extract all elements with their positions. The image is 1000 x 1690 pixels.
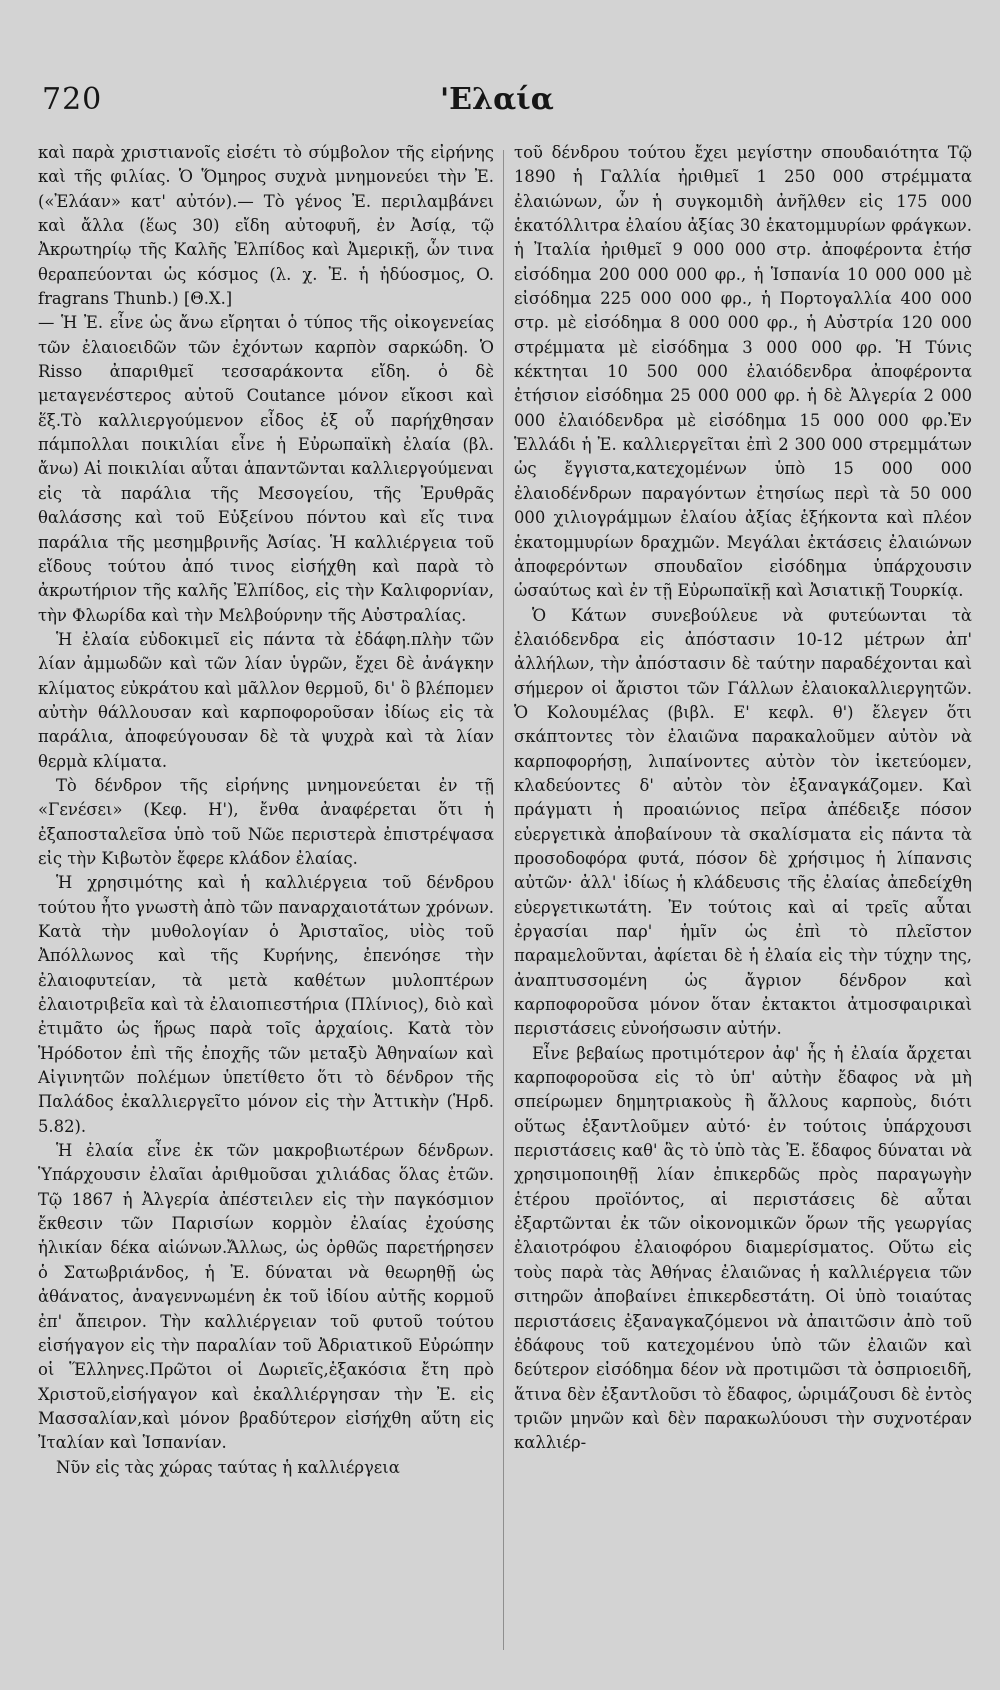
left-column [38, 141, 494, 1656]
column-divider [503, 150, 504, 1650]
paragraph: Νῦν εἰς τὰς χώρας ταύτας ἡ καλλιέργεια [56, 1457, 400, 1477]
running-head: 'Ελαία [440, 82, 554, 117]
paragraph: Ἡ χρησιμότης καὶ ἡ καλλιέργεια τοῦ δένδρου τούτου ἦτο γνωστὴ ἀπὸ τῶν παναρχαιοτάτων χρόνων. Κατὰ τὴν μυθολογίαν ὁ Ἀρισταῖος, υἱὸς τοῦ Ἀπόλλωνος καὶ τῆς Κυρήνης, ἐπενόησε τὴν ἐλαιοφυτείαν, τὰ μετὰ καθέτων μυλοπτέρων ἐλαιοτριβεῖα καὶ τὰ ἐλαιοπιεστήρια (Πλίνιος), διὸ καὶ ἐτιμᾶτο ὡς ἥρως παρὰ τοῖς ἀρχαίοις. Κατὰ τὸν Ἡρόδοτον ἐπὶ τῆς ἐποχῆς τῶν μεταξὺ Ἀθηναίων καὶ Αἰγινητῶν πολέμων ὑπετίθετο ὅτι τὸ δένδρον τῆς Παλάδος ἐκαλλιεργεῖτο μόνον εἰς τὴν Ἀττικὴν (Ἡρδ. 5.82). [38, 873, 494, 1136]
paragraph: Ἡ ἐλαία εὐδοκιμεῖ εἰς πάντα τὰ ἐδάφη.πλὴν τῶν λίαν ἀμμωδῶν καὶ τῶν λίαν ὑγρῶν, ἔχει δὲ ἀνάγκην κλίματος εὐκράτου καὶ μᾶλλον θερμοῦ, δι' ὃ βλέπομεν αὐτὴν θάλλουσαν καὶ καρποφοροῦσαν ἰδίως εἰς τὰ παράλια, ἀποφεύγουσαν δὲ τὰ ψυχρὰ καὶ τὰ λίαν θερμὰ κλίματα. [38, 629, 494, 771]
paragraph: τοῦ δένδρου τούτου ἔχει μεγίστην σπουδαιότητα Τῷ 1890 ἡ Γαλλία ἠριθμεῖ 1 250 000 στρέμματα ἐλαιώνων, ὧν ἡ συγκομιδὴ ἀνῆλθεν εἰς 175 000 ἑκατόλλιτρα ἐλαίου ἀξίας 30 ἑκατομμυρίων φράγκων. ἡ Ἰταλία ἠριθμεῖ 9 000 000 στρ. ἀποφέροντα ἐτήσ εἰσόδημα 200 000 000 φρ., ἡ Ἱσπανία 10 000 000 μὲ εἰσόδημα 225 000 000 φρ., ἡ Πορτογαλλία 400 000 στρ. μὲ εἰσόδημα 8 000 000 φρ., ἡ Αὐστρία 120 000 στρέμματα μὲ εἰσόδημα 3 000 000 φρ. Ἡ Τύνις κέκτηται 10 500 000 ἐλαιόδενδρα ἀποφέροντα ἐτήσιον εἰσόδημα 25 000 000 φρ. ἡ δὲ Ἀλγερία 2 000 000 ἐλαιόδενδρα μὲ εἰσόδημα 15 000 000 φρ.Ἐν Ἑλλάδι ἡ Ἐ. καλλιεργεῖται ἐπὶ 2 300 000 στρεμμάτων ὡς ἔγγιστα,κατεχομένων ὑπὸ 15 000 000 ἐλαιοδένδρων παραγόντων ἐτησίως περὶ τὰ 50 000 000 χιλιογράμμων ἐλαίου ἀξίας ἑξήκοντα καὶ πλέον ἑκατομμυρίων δραχμῶν. Μεγάλαι ἐκτάσεις ἐλαιώνων ἀποφερόντων σπουδαῖον εἰσόδημα ὑπάρχουσιν ὡσαύτως καὶ ἐν τῇ Εὐρωπαϊκῇ καὶ Ἀσιατικῇ Τουρκίᾳ. [514, 143, 972, 601]
page-number: 720 [42, 82, 103, 117]
paragraph: Εἶνε βεβαίως προτιμότερον ἀφ' ἧς ἡ ἐλαία ἄρχεται καρποφοροῦσα εἰς τὸ ὑπ' αὐτὴν ἔδαφος νὰ μὴ σπείρωμεν δημητριακοὺς ἢ ἄλλους καρποὺς, διότι οὕτως ἐξαντλοῦμεν αὐτό· ἐν τούτοις ὑπάρχουσι περιστάσεις καθ' ἃς τὸ ὑπὸ τὰς Ἐ. ἔδαφος δύναται νὰ χρησιμοποιηθῇ λίαν ἐπικερδῶς πρὸς παραγωγὴν ἑτέρου προϊόντος, αἱ περιστάσεις δὲ αὗται ἐξαρτῶνται ἐκ τῶν οἰκονομικῶν ὅρων τῆς γεωργίας ἐλαιοτρόφου ἐλαιοφόρου διαμερίσματος. Οὕτω εἰς τοὺς παρὰ τὰς Ἀθήνας ἐλαιῶνας ἡ καλλιέργεια τῶν σιτηρῶν ἀποβαίνει ἐπικερδεστάτη. Οἱ ὑπὸ τοιαύτας περιστάσεις ἐξαναγκαζόμενοι νὰ ἀπαιτῶσιν ἀπὸ τοῦ ἐδάφους τοῦ κατεχομένου ὑπὸ τῶν ἐλαιῶν καὶ δεύτερον εἰσόδημα δέον νὰ προτιμῶσι τὰ ὀσπριοειδῆ, ἅτινα δὲν ἐξαντλοῦσι τὸ ἔδαφος, ὡριμάζουσι δὲ ἐντὸς τριῶν μηνῶν καὶ δὲν παρακωλύουσι τὴν συχνοτέραν καλλιέρ- [514, 1043, 972, 1453]
paragraph: Ἡ ἐλαία εἶνε ἐκ τῶν μακροβιωτέρων δένδρων. Ὑπάρχουσιν ἐλαῖαι ἀριθμοῦσαι χιλιάδας ὅλας ἐτῶν. Τῷ 1867 ἡ Ἀλγερία ἀπέστειλεν εἰς τὴν παγκόσμιον ἔκθεσιν τῶν Παρισίων κορμὸν ἐλαίας ἐχούσης ἡλικίαν δέκα αἰώνων.Ἄλλως, ὡς ὀρθῶς παρετήρησεν ὁ Σατωβριάνδος, ἡ Ἐ. δύναται νὰ θεωρηθῇ ὡς ἀθάνατος, ἀναγεννωμένη ἐκ τοῦ ἰδίου αὐτῆς κορμοῦ ἐπ' ἄπειρον. Τὴν καλλιέργειαν τοῦ φυτοῦ τούτου εἰσήγαγον εἰς τὴν παραλίαν τοῦ Ἀδριατικοῦ Εὐρώπην οἱ Ἕλληνες.Πρῶτοι οἱ Δωριεῖς,ἑξακόσια ἔτη πρὸ Χριστοῦ,εἰσήγαγον καὶ ἐκαλλιέργησαν τὴν Ἐ. εἰς Μασσαλίαν,καὶ μόνον βραδύτερον εἰσήχθη αὕτη εἰς Ἰταλίαν καὶ Ἱσπανίαν. [38, 1141, 494, 1453]
right-column [514, 141, 972, 1656]
paragraph: Ὁ Κάτων συνεβούλευε νὰ φυτεύωνται τὰ ἐλαιόδενδρα εἰς ἀπόστασιν 10-12 μέτρων ἀπ' ἀλλήλων, τὴν ἀπόστασιν δὲ ταύτην παραδέχονται καὶ σήμερον οἱ ἄριστοι τῶν Γάλλων ἐλαιοκαλλιεργητῶν. Ὁ Κολουμέλας (βιβλ. Ε' κεφλ. θ') ἔλεγεν ὅτι σκάπτοντες τὸν ἐλαιῶνα παρακαλοῦμεν αὐτὸν νὰ καρποφορήσῃ, λιπαίνοντες αὐτὸν τὸν ἱκετεύομεν, κλαδεύοντες δ' αὐτὸν τὸν ἐξαναγκάζομεν. Καὶ πράγματι ἡ προαιώνιος πεῖρα ἀπέδειξε πόσον εὐεργετικὰ ἀποβαίνουν τὰ σκαλίσματα εἰς πάντα τὰ προσοδοφόρα φυτά, πόσον δὲ χρήσιμος ἡ λίπανσις αὐτῶν· ἀλλ' ἰδίως ἡ κλάδευσις τῆς ἐλαίας ἀπεδείχθη εὐεργετικωτάτη. Ἐν τούτοις καὶ αἱ τρεῖς αὗται ἐργασίαι παρ' ἡμῖν ὡς ἐπὶ τὸ πλεῖστον παραμελοῦνται, ἀφίεται δὲ ἡ ἐλαία εἰς τὴν τύχην της, ἀναπτυσσομένη ὡς ἄγριον δένδρον καὶ καρποφοροῦσα μόνον ὅταν ἐκτακτοι ἀτμοσφαιρικαὶ περιστάσεις εὐνοήσωσιν αὐτήν. [514, 605, 972, 1039]
paragraph: καὶ παρὰ χριστιανοῖς εἰσέτι τὸ σύμβολον τῆς εἰρήνης καὶ τῆς φιλίας. Ὁ Ὅμηρος συχνὰ μνημονεύει τὴν Ἐ. («Ἐλάαν» κατ' αὐτόν).— Τὸ γένος Ἐ. περιλαμβάνει καὶ ἄλλα (ἕως 30) εἴδη αὐτοφυῆ, ἐν Ἀσίᾳ, τῷ Ἀκρωτηρίῳ τῆς Καλῆς Ἐλπίδος καὶ Ἀμερικῇ, ὧν τινα θεραπεύονται ὡς κόσμος (λ. χ. Ἐ. ἡ ἡδύοσμος, O. fragrans Thunb.) [Θ.Χ.] [38, 143, 494, 309]
paragraph: — Ἡ Ἐ. εἶνε ὡς ἄνω εἴρηται ὁ τύπος τῆς οἰκογενείας τῶν ἐλαιοειδῶν τῶν ἐχόντων καρπὸν σαρκώδη. Ὁ Risso ἀπαριθμεῖ τεσσαράκοντα εἴδη. ὁ δὲ μεταγενέστερος αὐτοῦ Coutance μόνον εἴκοσι καὶ ἕξ.Τὸ καλλιεργούμενον εἶδος ἐξ οὗ παρήχθησαν πάμπολλαι ποικιλίαι εἶνε ἡ Εὐρωπαϊκὴ ἐλαία (βλ. ἄνω) Αἱ ποικιλίαι αὗται ἁπαντῶνται καλλιεργούμεναι εἰς τὰ παράλια τῆς Μεσογείου, τῆς Ἐρυθρᾶς θαλάσσης καὶ τοῦ Εὐξείνου πόντου καὶ εἴς τινα παράλια τῆς μεσημβρινῆς Ἀσίας. Ἡ καλλιέργεια τοῦ εἴδους τούτου ἀπό τινος εἰσήχθη καὶ παρὰ τὸ ἀκρωτήριον τῆς καλῆς Ἐλπίδος, εἰς τὴν Καλιφορνίαν, τὴν Φλωρίδα καὶ τὴν Μελβούρνην τῆς Αὐστραλίας. [38, 313, 494, 625]
paragraph: Τὸ δένδρον τῆς εἰρήνης μνημονεύεται ἐν τῇ «Γενέσει» (Κεφ. Η'), ἔνθα ἀναφέρεται ὅτι ἡ ἐξαποσταλεῖσα ὑπὸ τοῦ Νῶε περιστερὰ ἐπιστρέψασα εἰς τὴν Κιβωτὸν ἔφερε κλάδον ἐλαίας. [38, 775, 494, 868]
